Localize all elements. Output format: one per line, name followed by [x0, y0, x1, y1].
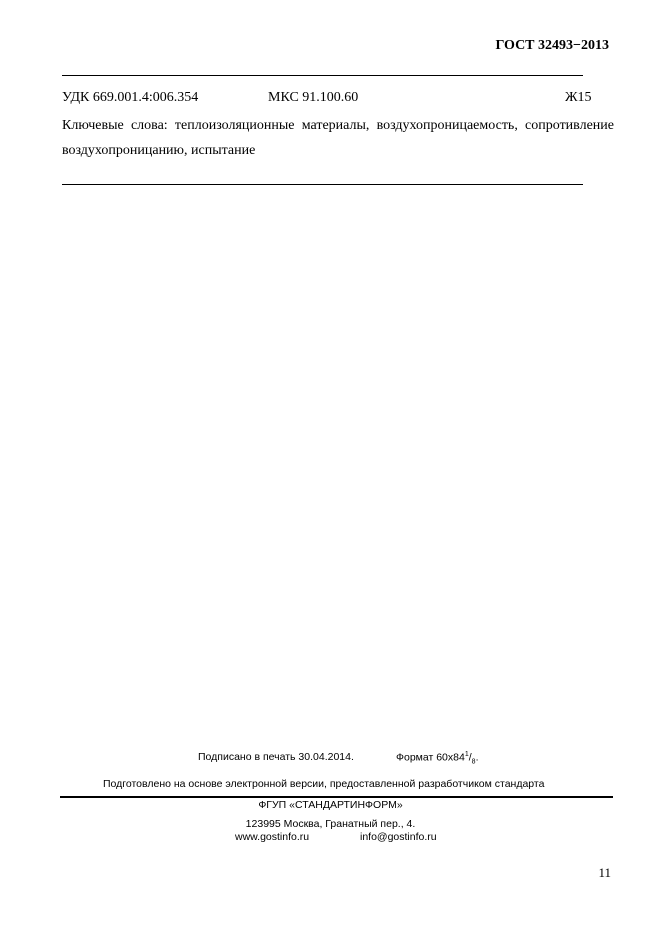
print-format-denominator: 8: [471, 758, 476, 766]
print-format-prefix: Формат 60х84: [396, 751, 465, 764]
publisher-website[interactable]: www.gostinfo.ru: [235, 831, 310, 843]
publisher-address: 123995 Москва, Гранатный пер., 4.: [245, 818, 416, 830]
keywords-paragraph: Ключевые слова: теплоизоляционные материалы, воздухопроницаемость, сопротивление воздухопроницанию, испытание: [62, 118, 614, 158]
document-header-standard: ГОСТ 32493−2013: [495, 38, 609, 53]
publisher-divider: [60, 796, 613, 798]
prepared-note: Подготовлено на основе электронной версии, предоставленной разработчиком стандарта: [103, 778, 545, 790]
print-format-suffix: .: [475, 751, 479, 764]
mks-code: МКС 91.100.60: [268, 90, 359, 105]
print-format: Формат $60х84^1/_8$.: [396, 751, 479, 766]
publisher-email[interactable]: info@gostinfo.ru: [360, 831, 437, 843]
signed-for-print: Подписано в печать 30.04.2014.: [198, 751, 354, 763]
print-format-numerator: 1: [464, 751, 469, 758]
keywords-divider: [62, 184, 583, 185]
publisher-name: ФГУП «СТАНДАРТИНФОРМ»: [258, 799, 403, 811]
okstu-code: Ж15: [565, 90, 592, 105]
page-number: 11: [598, 865, 611, 880]
top-divider: [62, 75, 583, 76]
udk-code: УДК 669.001.4:006.354: [62, 90, 199, 105]
